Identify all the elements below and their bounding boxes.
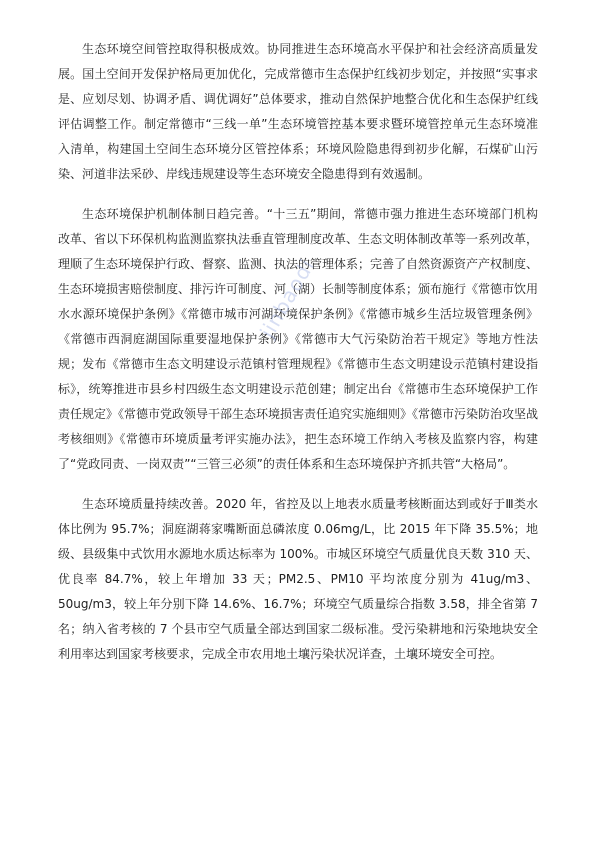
paragraph-quality-improvement: 生态环境质量持续改善。2020 年，省控及以上地表水质量考核断面达到或好于Ⅲ类水体比例为 95.7%；洞庭湖蒋家嘴断面总磷浓度 0.06mg/L，比 2015 年下降 35.5%；地级、县级集中式饮用水源地水质达标率为 100%。市城区环境空气质量优良天数 310 天、优良率 84.7%，较上年增加 33 天；PM2.5、PM10 平均浓度分别为 41ug/m3、50ug/m3，较上年分别下降 14.6%、16.7%；环境空气质量综合指数 3.58，排全省第 7 名；纳入省考核的 7 个县市空气质量全部达到国家二级标准。受污染耕地和污染地块安全利用率达到国家考核要求，完成全市农用地土壤污染状况详查，土壤环境安全可控。 bbox=[58, 497, 538, 661]
paragraph-spatial-control: 生态环境空间管控取得积极成效。协同推进生态环境高水平保护和社会经济高质量发展。国土空间开发保护格局更加优化，完成常德市生态保护红线初步划定，并按照“实事求是、应划尽划、协调矛盾、调优调好”总体要求，推动自然保护地整合优化和生态保护红线评估调整工作。制定常德市“三线一单”生态环境管控基本要求暨环境管控单元生态环境准入清单，构建国土空间生态环境分区管控体系；环境风险隐患得到初步化解，石煤矿山污染、河道非法采砂、岸线违规建设等生态环境安全隐患得到有效遏制。 bbox=[58, 42, 538, 181]
watermark: jinbaodi bbox=[255, 254, 320, 342]
document-body bbox=[58, 37, 538, 682]
paragraph-mechanism-system: 生态环境保护机制体制日趋完善。“十三五”期间，常德市强力推进生态环境部门机构改革、省以下环保机构监测监察执法垂直管理制度改革、生态文明体制改革等一系列改革，理顺了生态环境保护行政、督察、监测、执法的管理体系；完善了自然资源资产产权制度、生态环境损害赔偿制度、排污许可制度、河（湖）长制等制度体系；颁布施行《常德市饮用水水源环境保护条例》《常德市城市河湖环境保护条例》《常德市城乡生活垃圾管理条例》《常德市西洞庭湖国际重要湿地保护条例》《常德市大气污染防治若干规定》等地方性法规；发布《常德市生态文明建设示范镇村管理规程》《常德市生态文明建设示范镇村建设指标》，统筹推进市县乡村四级生态文明建设示范创建；制定出台《常德市生态环境保护工作责任规定》《常德市党政领导干部生态环境损害责任追究实施细则》《常德市污染防治攻坚战考核细则》《常德市环境质量考评实施办法》，把生态环境工作纳入考核及监察内容，构建了“党政同责、一岗双责”“三管三必须”的责任体系和生态环境保护齐抓共管“大格局”。 bbox=[58, 207, 539, 471]
